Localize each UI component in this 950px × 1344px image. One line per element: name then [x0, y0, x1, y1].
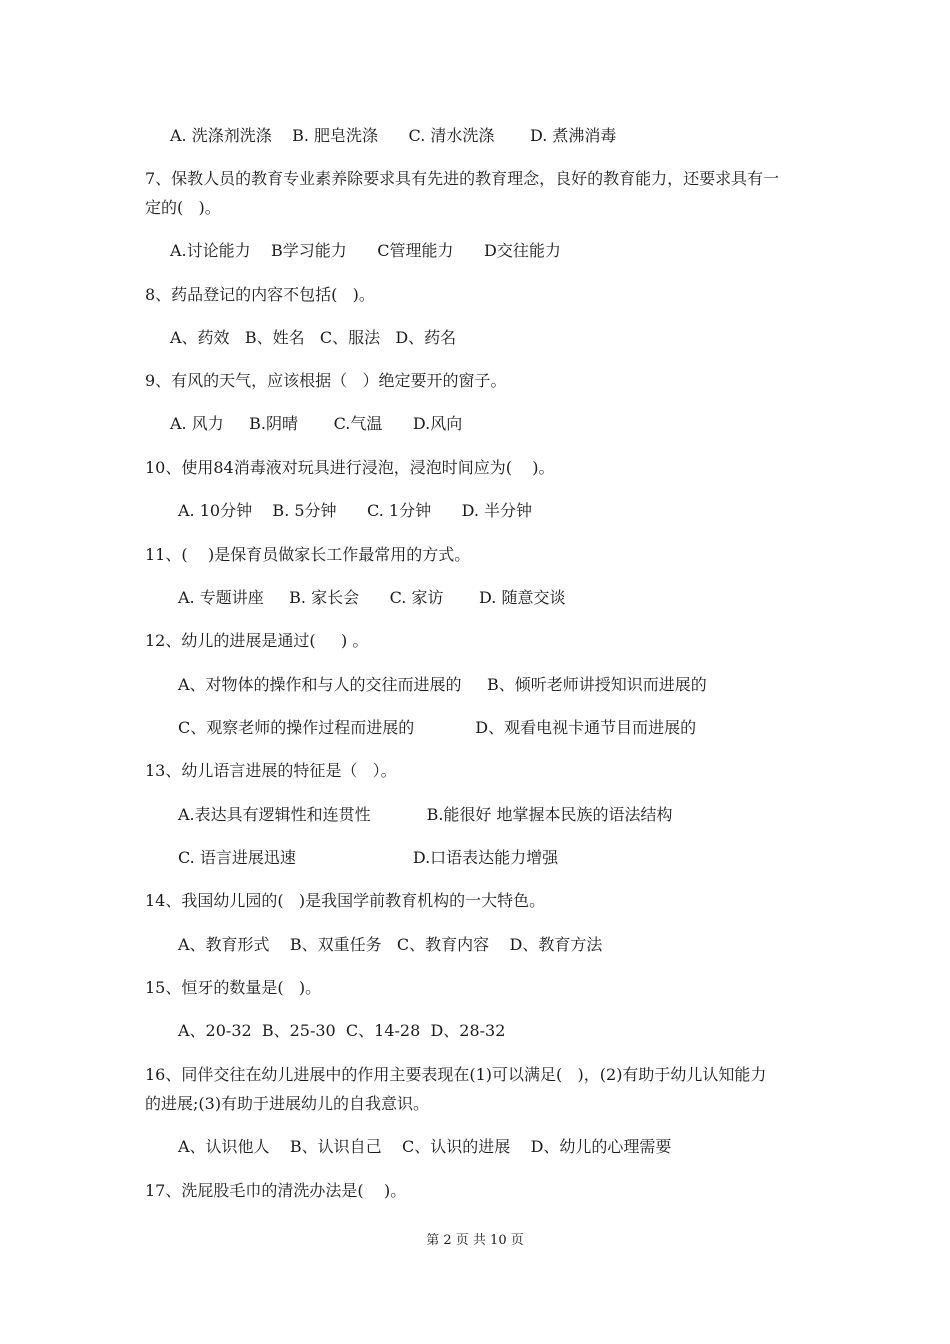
options-q11: A. 专题讲座 B. 家长会 C. 家访 D. 随意交谈	[178, 588, 566, 607]
options-q10: A. 10分钟 B. 5分钟 C. 1分钟 D. 半分钟	[178, 501, 533, 520]
options-q14: A、教育形式 B、双重任务 C、教育内容 D、教育方法	[178, 935, 603, 954]
options-q16: A、认识他人 B、认识自己 C、认识的进展 D、幼儿的心理需要	[178, 1137, 672, 1156]
question-8: 8、药品登记的内容不包括( )。	[145, 285, 375, 304]
question-7-line1: 7、保教人员的教育专业素养除要求具有先进的教育理念，良好的教育能力，还要求具有一	[145, 169, 780, 188]
question-11: 11、( )是保育员做家长工作最常用的方式。	[145, 545, 471, 564]
options-q13-row1: A.表达具有逻辑性和连贯性 B.能很好 地掌握本民族的语法结构	[178, 805, 673, 824]
question-9: 9、有风的天气，应该根据（ ）绝定要开的窗子。	[145, 371, 507, 390]
options-q12-row1: A、对物体的操作和与人的交往而进展的 B、倾听老师讲授知识而进展的	[178, 675, 707, 694]
page-footer: 第 2 页 共 10 页	[426, 1233, 524, 1248]
options-q15: A、20-32 B、25-30 C、14-28 D、28-32	[178, 1021, 506, 1040]
question-16-line1: 16、同伴交往在幼儿进展中的作用主要表现在(1)可以满足( )，(2)有助于幼儿认知能力	[145, 1065, 767, 1084]
question-17: 17、洗屁股毛巾的清洗办法是( )。	[145, 1181, 407, 1200]
question-12: 12、幼儿的进展是通过( ) 。	[145, 631, 369, 650]
options-q13-row2: C. 语言进展迅速 D.口语表达能力增强	[178, 848, 559, 867]
options-q9: A. 风力 B.阴晴 C.气温 D.风向	[170, 414, 463, 433]
question-16-line2: 的进展;(3)有助于进展幼儿的自我意识。	[145, 1094, 430, 1113]
options-q7: A.讨论能力 B学习能力 C管理能力 D交往能力	[170, 241, 561, 260]
question-10: 10、使用84消毒液对玩具进行浸泡，浸泡时间应为( )。	[145, 458, 555, 477]
options-q12-row2: C、观察老师的操作过程而进展的 D、观看电视卡通节目而进展的	[178, 718, 697, 737]
question-14: 14、我国幼儿园的( )是我国学前教育机构的一大特色。	[145, 891, 546, 910]
question-15: 15、恒牙的数量是( )。	[145, 978, 322, 997]
question-7-line2: 定的( )。	[145, 198, 221, 217]
question-13: 13、幼儿语言进展的特征是（ ）。	[145, 761, 397, 780]
options-q8: A、药效 B、姓名 C、服法 D、药名	[170, 328, 457, 347]
options-q6: A. 洗涤剂洗涤 B. 肥皂洗涤 C. 清水洗涤 D. 煮沸消毒	[170, 126, 617, 145]
